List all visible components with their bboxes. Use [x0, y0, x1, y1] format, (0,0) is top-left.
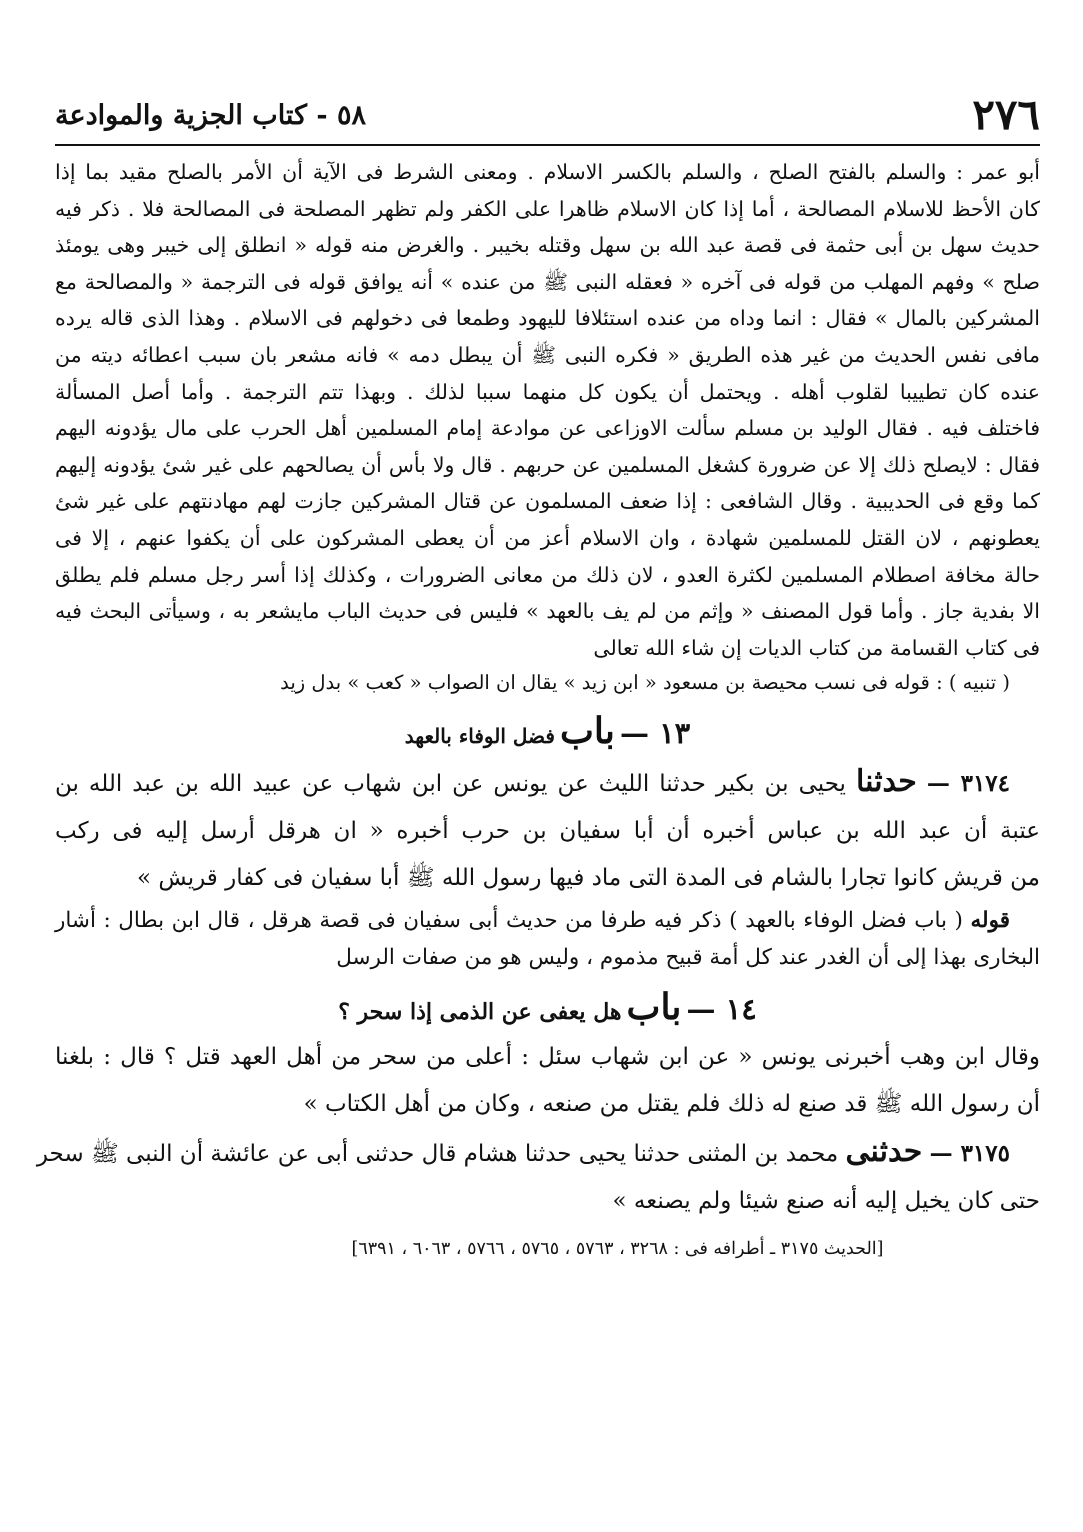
- commentary-line: فى كتاب القسامة من كتاب الديات إن شاء الله تعالى: [593, 635, 1040, 660]
- commentary-line: الا بفدية جاز . وأما قول المصنف « وإثم من لم يف بالعهد » فليس فى حديث الباب مايشعر به ، وسيأتى البحث فيه: [55, 599, 1040, 624]
- commentary-line: عنده كان تطييبا لقلوب أهله . ويحتمل أن يكون كل منهما سببا لذلك . وبهذا تتم الترجمة . وأما أصل المسألة: [55, 379, 1040, 404]
- commentary-text: ( باب فضل الوفاء بالعهد ) ذكر فيه طرفا من حديث أبى سفيان فى قصة هرقل ، قال ابن بطال : أشار: [55, 908, 963, 934]
- commentary-line: المشركين بالمال » فقال : انما وداه من عنده استئلافا لليهود وطمعا فى دخولهم فى الاسلام . وهذا الذى قاله يرده: [55, 306, 1040, 331]
- commentary-line: حديث سهل بن أبى حثمة فى قصة عبد الله بن سهل وقتله بخيبر . والغرض منه قوله « انطلق إلى خيبر وهى يومئذ: [55, 233, 1040, 258]
- chapter-number: ١٤ —: [686, 992, 757, 1027]
- commentary-line: البخارى بهذا إلى أن الغدر عند كل أمة قبيح مذموم ، وليس هو من صفات الرسل: [336, 945, 1040, 971]
- hadith-number: ٣١٧٤ —: [926, 770, 1011, 798]
- chapter-number: ١٣ —: [619, 716, 691, 751]
- hadith-3175: [36, 1128, 1040, 1225]
- commentary-line: يعطونهم ، لان القتل للمسلمين شهادة ، وان الاسلام أعز من أن يعطى المشركون على أن يكفوا عنهم ، إلا فى: [55, 525, 1040, 550]
- commentary-line: فاختلف فيه . فقال الوليد بن مسلم سألت الاوزاعى عن موادعة إمام المسلمين أهل الحرب على مال يؤدونه اليهم: [55, 416, 1040, 441]
- chapter-heading-14: [55, 986, 1040, 1028]
- hadith-number: ٣١٧٥ —: [929, 1140, 1010, 1168]
- commentary-line: [55, 902, 1040, 939]
- hadith-3174: [55, 758, 1040, 902]
- chapter-word: باب: [559, 710, 615, 753]
- bab14-mu'allaq: [55, 1034, 1040, 1128]
- hadith-line: وقال ابن وهب أخبرنى يونس « عن ابن شهاب سئل : أعلى من سحر من أهل العهد قتل ؟ قال : بلغنا: [55, 1044, 1040, 1071]
- running-header: [55, 80, 1040, 146]
- commentary-line: حالة مخافة اصطلام المسلمين لكثرة العدو ، لان ذلك من معانى الضرورات ، وكذلك إذا أسر رجل مسلم فلم يطلق: [55, 562, 1040, 587]
- commentary-block: [55, 154, 1040, 666]
- hadith-text: محمد بن المثنى حدثنا يحيى حدثنا هشام قال حدثنى أبى عن عائشة أن النبى ﷺ سحر: [36, 1141, 839, 1168]
- hadith-opener: حدثنى: [845, 1134, 923, 1170]
- commentary-line: كما وقع فى الحديبية . وقال الشافعى : إذا ضعف المسلمون عن قتال المشركين جازت لهم مهادنتهم على غير شئ: [55, 489, 1040, 514]
- hadith-opener: حدثنا: [856, 764, 917, 800]
- chapter-heading-13: [55, 710, 1040, 752]
- hadith-line: أن رسول الله ﷺ قد صنع له ذلك فلم يقتل من صنعه ، وكان من أهل الكتاب »: [303, 1091, 1040, 1118]
- chapter-heading-title: هل يعفى عن الذمى إذا سحر ؟: [338, 999, 622, 1026]
- qawluh-marker: قوله: [970, 908, 1010, 934]
- commentary-line: صلح » وفهم المهلب من قوله فى آخره « فعقله النبى ﷺ من عنده » أنه يوافق قوله فى الترجمة « والمصالحة مع: [55, 269, 1040, 294]
- document-page: [36, 80, 1040, 1260]
- commentary-line: كان الأحظ للاسلام المصالحة ، أما إذا كان الاسلام ظاهرا على الكفر ولم تظهر المصلحة فى المصالحة فلا . ذكر فيه: [55, 196, 1040, 221]
- hadith-line: عتبة أن عبد الله بن عباس أخبره أن أبا سفيان بن حرب أخبره « ان هرقل أرسل إليه فى ركب: [55, 818, 1040, 845]
- chapter-word: باب: [626, 986, 682, 1029]
- commentary-line: مافى نفس الحديث من غير هذه الطريق « فكره النبى ﷺ أن يبطل دمه » فانه مشعر بان سبب اعطائه ديته من: [55, 342, 1040, 367]
- commentary-on-3174: [55, 902, 1040, 976]
- hadith-text: يحيى بن بكير حدثنا الليث عن يونس عن ابن شهاب عن عبيد الله بن عبد الله بن: [55, 771, 846, 798]
- commentary-line: أبو عمر : والسلم بالفتح الصلح ، والسلم بالكسر الاسلام . ومعنى الشرط فى الآية أن الأمر بالصلح مقيد بما إذا: [55, 160, 1040, 184]
- hadith-line: [55, 758, 1040, 808]
- tanbih-note: ( تنبيه ) : قوله فى نسب محيصة بن مسعود « ابن زيد » يقال ان الصواب « كعب » بدل زيد: [280, 671, 1010, 695]
- chapter-heading-title: فضل الوفاء بالعهد: [404, 724, 555, 749]
- page-number: ٢٧٦: [972, 90, 1040, 139]
- footnote-cross-references: [الحديث ٣١٧٥ ـ أطرافه فى : ٣٢٦٨ ، ٥٧٦٣ ، ٥٧٦٥ ، ٥٧٦٦ ، ٦٠٦٣ ، ٦٣٩١]: [351, 1239, 884, 1260]
- chapter-title: ٥٨ - كتاب الجزية والموادعة: [55, 100, 366, 131]
- hadith-line: [36, 1128, 1040, 1178]
- hadith-line: حتى كان يخيل إليه أنه صنع شيئا ولم يصنعه »: [612, 1188, 1040, 1215]
- hadith-line: من قريش كانوا تجارا بالشام فى المدة التى ماد فيها رسول الله ﷺ أبا سفيان فى كفار قريش »: [137, 865, 1040, 892]
- commentary-line: فقال : لايصلح ذلك إلا عن ضرورة كشغل المسلمين عن حربهم . قال ولا بأس أن يصالحهم على غير شئ يؤدونه إليهم: [55, 452, 1040, 477]
